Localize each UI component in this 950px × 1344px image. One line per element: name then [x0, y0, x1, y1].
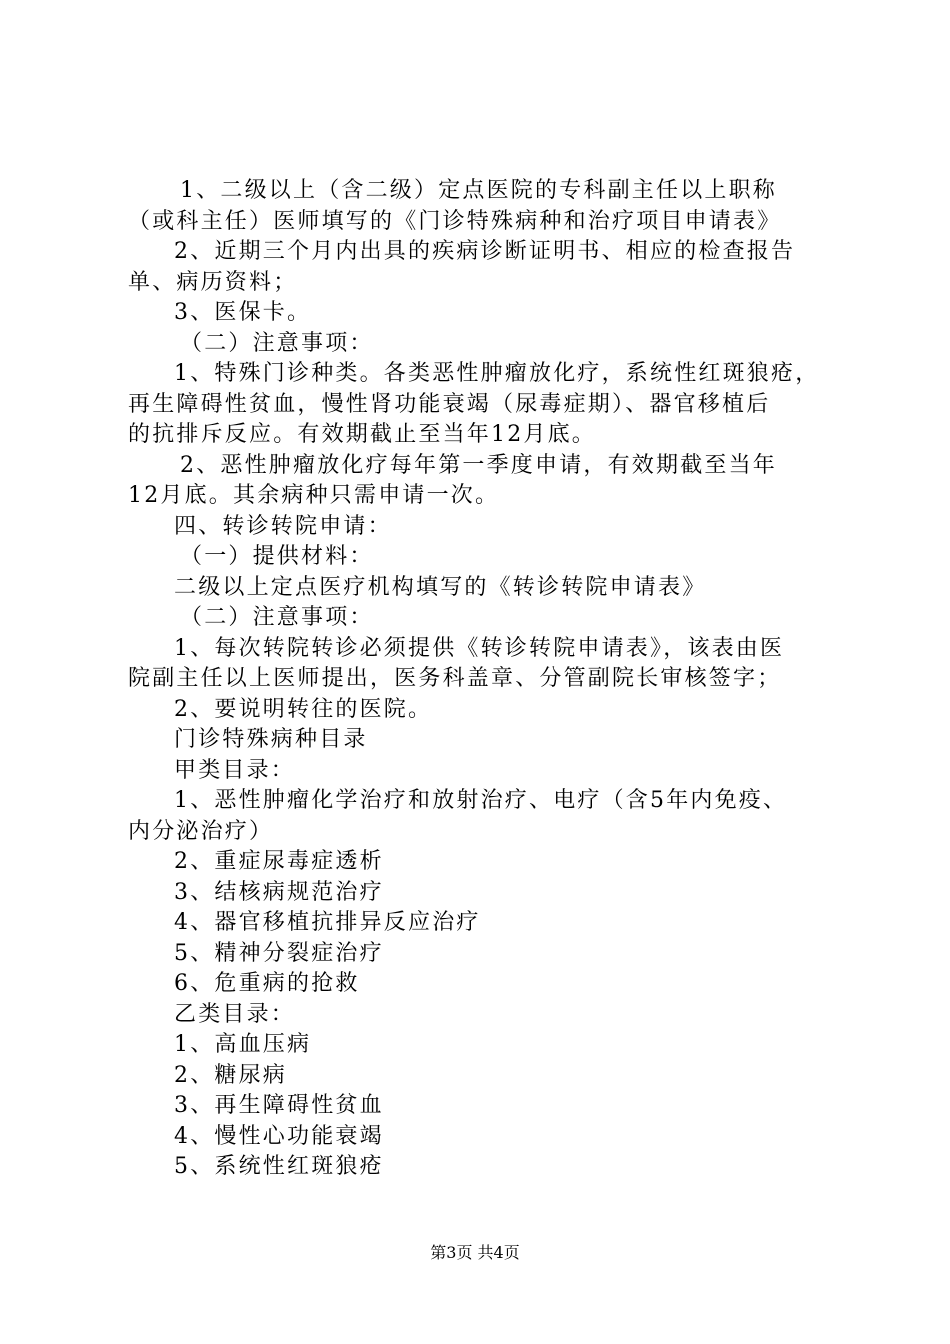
text-line: 再生障碍性贫血，慢性肾功能衰竭（尿毒症期）、器官移植后 — [128, 391, 771, 417]
text-line: 1、特殊门诊种类。各类恶性肿瘤放化疗，系统性红斑狼疮， — [174, 361, 820, 386]
text-line: 乙类目录： — [174, 1001, 296, 1027]
text-line: （或科主任）医师填写的《门诊特殊病种和治疗项目申请表》 — [128, 208, 782, 234]
document-body — [128, 176, 828, 1183]
text-line: 12月底。其余病种只需申请一次。 — [128, 483, 500, 508]
text-line: 3、医保卡。 — [174, 300, 312, 325]
text-line: 5、系统性红斑狼疮 — [174, 1154, 384, 1179]
text-line: 2、糖尿病 — [174, 1062, 287, 1088]
page-footer: 第3页 共4页 — [430, 1243, 520, 1262]
text-line: 内分泌治疗） — [128, 818, 274, 844]
text-line: （一）提供材料： — [180, 544, 374, 569]
text-line: 单、病历资料； — [128, 269, 298, 295]
text-line: 2、近期三个月内出具的疾病诊断证明书、相应的检查报告 — [174, 239, 796, 264]
text-line: （二）注意事项： — [180, 330, 374, 356]
text-line: 二级以上定点医疗机构填写的《转诊转院申请表》 — [174, 574, 707, 600]
text-line: 1、高血压病 — [174, 1032, 312, 1057]
text-line: 2、重症尿毒症透析 — [174, 849, 384, 874]
text-line: 四、转诊转院申请： — [174, 513, 392, 539]
text-line: （二）注意事项： — [180, 605, 374, 630]
text-line: 4、慢性心功能衰竭 — [174, 1123, 384, 1149]
text-line: 的抗排斥反应。有效期截止至当年12月底。 — [128, 422, 596, 447]
text-line: 2、要说明转往的医院。 — [174, 696, 433, 722]
text-line: 5、精神分裂症治疗 — [174, 940, 384, 966]
text-line: 6、危重病的抢救 — [174, 971, 360, 996]
text-line: 2、恶性肿瘤放化疗每年第一季度申请，有效期截至当年 — [180, 452, 777, 478]
text-line: 1、恶性肿瘤化学治疗和放射治疗、电疗（含5年内免疫、 — [174, 788, 788, 813]
text-line: 甲类目录： — [174, 757, 296, 783]
text-line: 1、二级以上（含二级）定点医院的专科副主任以上职称 — [180, 178, 777, 203]
text-line: 4、器官移植抗排异反应治疗 — [174, 910, 481, 935]
text-line: 门诊特殊病种目录 — [174, 727, 368, 752]
text-line: 3、结核病规范治疗 — [174, 879, 384, 905]
text-line: 3、再生障碍性贫血 — [174, 1093, 384, 1118]
text-line: 1、每次转院转诊必须提供《转诊转院申请表》，该表由医 — [174, 635, 785, 661]
text-line: 院副主任以上医师提出，医务科盖章、分管副院长审核签字； — [128, 666, 782, 691]
